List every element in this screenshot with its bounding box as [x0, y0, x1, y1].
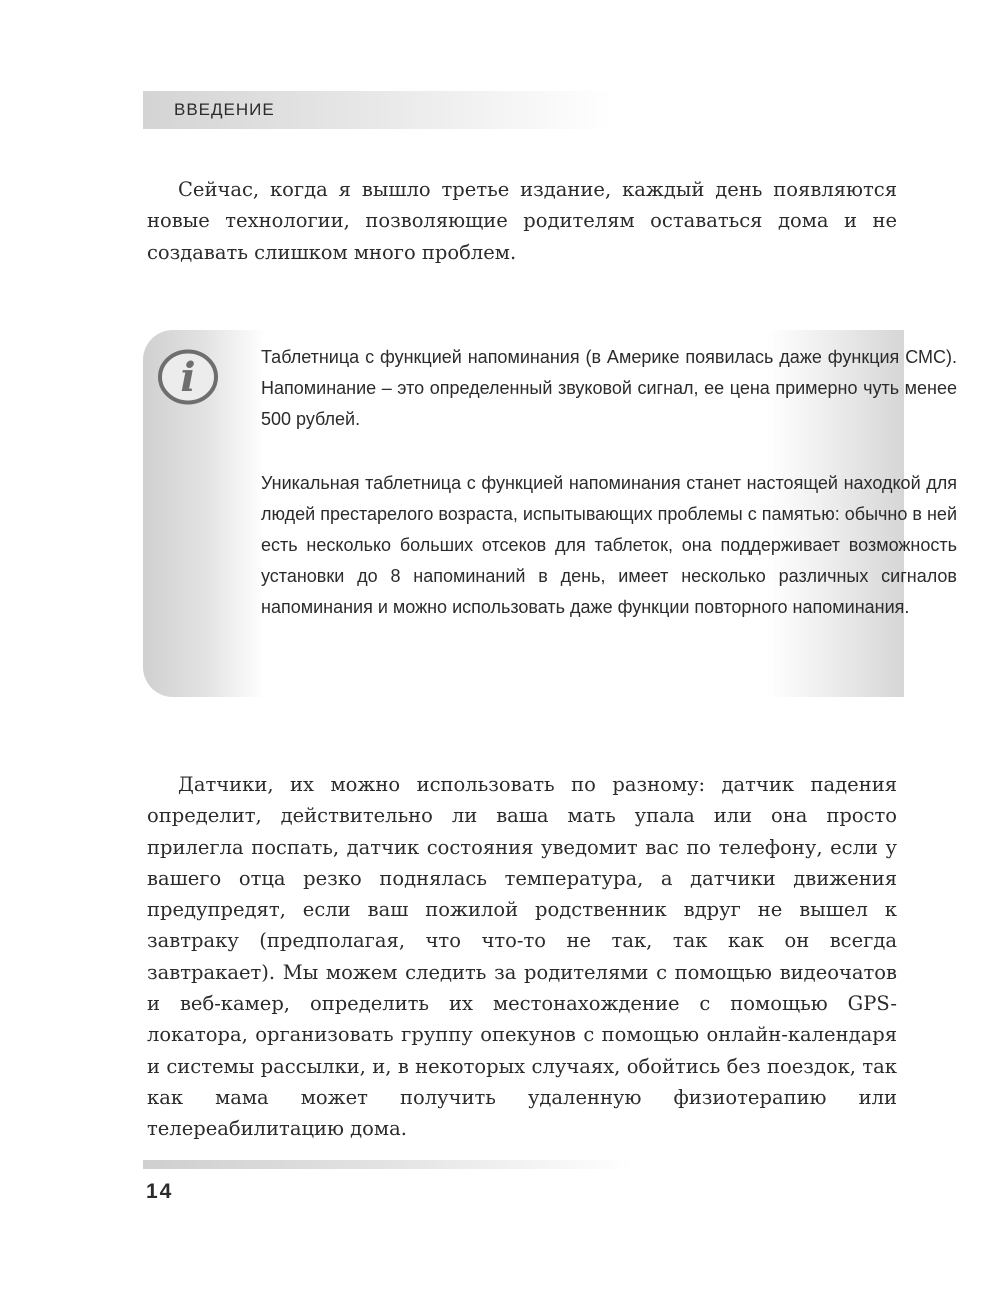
- info-paragraph-2: Уникальная таблетница с функцией напоминания станет настоящей находкой для людей престарелого возраста, испытывающих проблемы с памятью: обычно в ней есть несколько больших отсеков для таблеток, она поддерживает возможность установки до 8 напоминаний в день, имеет несколько различных сигналов напоминания и можно использовать даже функции повторного напоминания.: [261, 473, 957, 617]
- info-paragraph-1: Таблетница с функцией напоминания (в Америке появилась даже функция СМС). Напоминание – это определенный звуковой сигнал, ее цена примерно чуть менее 500 рублей.: [261, 347, 957, 429]
- info-icon-letter: i: [180, 354, 196, 401]
- footer-divider: [143, 1160, 633, 1169]
- info-icon: [157, 348, 219, 406]
- info-callout-box: [143, 330, 957, 697]
- chapter-title: ВВЕДЕНИЕ: [174, 100, 275, 119]
- body-paragraph-1: Сейчас, когда я вышло третье издание, каждый день появляются новые технологии, позволяющие родителям оставаться дома и не создавать слишком много проблем.: [147, 178, 897, 264]
- chapter-header-bar: [143, 91, 613, 129]
- body-paragraph-2: Датчики, их можно использовать по разному: датчик падения определит, действительно ли ваша мать упала или она просто прилегла поспать, датчик состояния уведомит вас по телефону, если у вашего отца резко поднялась температура, а датчики движения предупредят, если ваш пожилой родственник вдруг не вышел к завтраку (предполагая, что что-то не так, так как он всегда завтракает). Мы можем следить за родителями с помощью видеочатов и веб-камер, определить их местонахождение с помощью GPS-локатора, организовать группу опекунов с помощью онлайн-календаря и системы рассылки, и, в некоторых случаях, обойтись без поездок, так как мама может получить удаленную физиотерапию или телереабилитацию дома.: [147, 773, 897, 1141]
- page-number: 14: [146, 1180, 174, 1203]
